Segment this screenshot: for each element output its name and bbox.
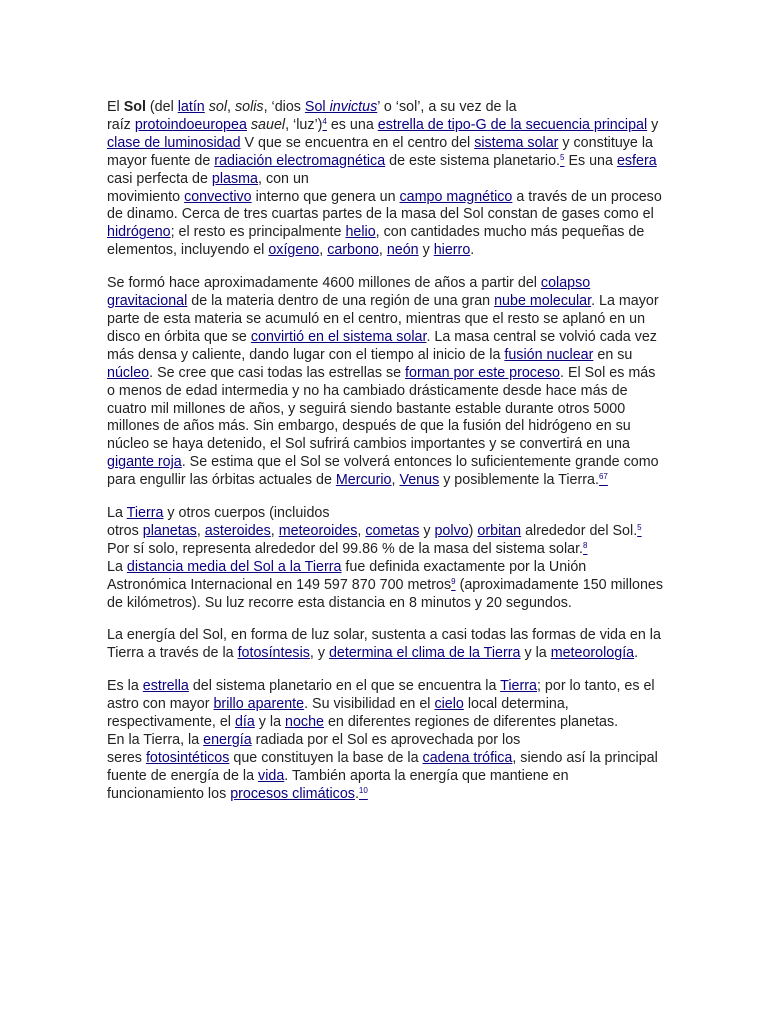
wiki-link[interactable]: carbono [327,242,379,259]
footnote-link[interactable]: 5 [637,522,642,532]
text-run: , [196,522,205,539]
wiki-link[interactable]: meteorología [550,645,635,662]
text-run: . Su visibilidad en el [304,696,435,713]
text-run: V que se encuentra en el centro del [240,134,475,151]
text-run: seres [107,749,146,766]
paragraph [107,275,667,490]
wiki-link[interactable]: hidrógeno [107,224,171,241]
wiki-link[interactable]: núcleo [107,364,150,381]
text-run: . [470,242,475,259]
wiki-link[interactable]: invictus [329,99,378,115]
wiki-link[interactable]: orbitan [477,522,522,539]
wiki-link[interactable]: meteoroides [278,522,358,539]
text-run: . También aporta la energía que mantiene en funcionamiento los [107,767,569,802]
text-run: y otros cuerpos (incluidos [163,505,330,522]
wiki-link[interactable]: determina el clima de la Tierra [328,645,521,662]
text-run: Es la [107,678,143,695]
text-run: ) [468,522,478,539]
text-run: , ‘dios [263,99,305,115]
footnote-link[interactable]: 10 [358,785,368,795]
wiki-link[interactable]: planetas [142,522,197,539]
wiki-link[interactable]: clase de luminosidad [107,134,241,151]
text-run: Se formó hace aproximadamente 4600 millones de años a partir del [107,275,541,292]
text-run: La [107,558,127,575]
text-run: , [378,242,387,259]
text-run: , [357,522,366,539]
text-run: alrededor del Sol. [521,522,638,539]
text-run: , con cantidades mucho más pequeñas de elementos, incluyendo el [107,224,645,259]
wiki-link[interactable]: radiación electromagnética [214,152,386,169]
wiki-link[interactable]: Sol [304,99,330,115]
text-run: (aproximadamente 150 millones de kilómetros). Su luz recorre esta distancia en 8 minutos y 20 segundos. [107,576,664,611]
text-run: Es una [564,152,617,169]
wiki-link[interactable]: Venus [399,472,440,489]
wiki-link[interactable]: neón [386,242,419,259]
text-run: movimiento [107,188,185,205]
text-run: , [227,99,235,115]
wiki-link[interactable]: forman por este proceso [405,364,560,381]
text-run: solis [234,99,264,115]
wiki-link[interactable]: procesos climáticos [230,785,355,802]
wiki-link[interactable]: esfera [616,152,657,169]
wiki-link[interactable]: sistema solar [474,134,559,151]
text-run: fue definida exactamente por la Unión Astronómica Internacional en 149 597 870 700 metros [107,558,587,593]
wiki-link[interactable]: día [234,714,255,731]
wiki-link[interactable]: energía [203,732,252,748]
text-run: En la Tierra, la [107,732,204,748]
wiki-link[interactable]: polvo [434,522,469,539]
wiki-link[interactable]: helio [345,224,376,241]
text-run: . El Sol es más o menos de edad intermedia y no ha cambiado drásticamente desde hace más de cuatro mil millones de años, y seguirá siendo bastante estable durante otros 5000 millones de años más. Sin embargo, después de que la fusión del hidrógeno en su núcleo se haya detenido, el Sol sufrirá cambios importantes y se convertirá en una [107,364,656,453]
bold-text: Sol [123,99,146,115]
footnote-link[interactable]: 5 [560,152,565,162]
text-run: , [319,242,328,259]
wiki-link[interactable]: brillo aparente [213,696,305,713]
text-run: Por sí solo, representa alrededor del 99.86 % de la masa del sistema solar. [107,540,584,557]
wiki-link[interactable]: fusión nuclear [504,346,594,363]
text-run: casi perfecta de [107,170,212,187]
paragraph [107,505,667,612]
wiki-link[interactable]: cielo [434,696,464,713]
footnote-link[interactable]: 4 [322,116,327,126]
article-body [107,99,667,819]
text-run: . Se estima que el Sol se volverá entonces lo suficientemente grande como para engullir las órbitas actuales de [107,454,659,489]
text-run: . [634,645,639,662]
wiki-link[interactable]: Tierra [126,505,164,522]
text-run: radiada por el Sol es aprovechada por los [251,732,521,748]
text-run: , con un [258,170,309,187]
text-run: y [419,522,435,539]
text-run: local determina, respectivamente, el [107,696,569,731]
text-run: de este sistema planetario. [385,152,561,169]
paragraph [107,678,667,803]
wiki-link[interactable]: hierro [433,242,471,259]
text-run: en diferentes regiones de diferentes planetas. [324,714,619,731]
text-run: ’ o ‘sol’, a su vez de la [377,99,517,115]
wiki-link[interactable]: distancia media del Sol a la Tierra [126,558,342,575]
text-run: otros [107,522,143,539]
wiki-link[interactable]: cadena trófica [422,749,513,766]
text-run: , siendo así la principal fuente de energía de la [107,749,658,784]
footnote-link[interactable]: 67 [598,472,608,482]
text-run: y constituye la mayor fuente de [107,134,653,169]
text-run: . La mayor parte de esta materia se acumuló en el centro, mientras que el resto se aplanó en un disco en órbita que se [107,293,659,345]
text-run: es una [326,116,378,133]
text-run: y la [520,645,551,662]
text-run: que constituyen la base de la [229,749,423,766]
text-run: ; por lo tanto, es el astro con mayor [107,678,655,713]
text-run: raíz [107,116,135,133]
text-run: El [107,99,124,115]
text-run: y [647,116,659,133]
footnote-link[interactable]: 9 [451,576,456,586]
text-run: (del [145,99,178,115]
text-run: a través de un proceso de dinamo. Cerca de tres cuartas partes de la masa del Sol constan de gases como el [107,188,662,223]
text-run: del sistema planetario en el que se encuentra la [188,678,501,695]
text-run: ; el resto es principalmente [170,224,346,241]
text-run: , [391,472,400,489]
text-run: y la [254,714,286,731]
wiki-link[interactable]: asteroides [204,522,271,539]
wiki-link[interactable]: convectivo [184,188,252,205]
wiki-link[interactable]: vida [258,767,285,784]
paragraph [107,99,667,260]
wiki-link[interactable]: nube molecular [494,293,592,310]
wiki-link[interactable]: protoindoeuropea [134,116,247,133]
wiki-link[interactable]: estrella [142,678,189,695]
text-run: y posiblemente la Tierra. [439,472,599,489]
wiki-link[interactable]: noche [285,714,324,731]
text-run: sol [208,99,228,115]
wiki-link[interactable]: latín [177,99,205,115]
wiki-link[interactable]: estrella de tipo-G de la secuencia principal [377,116,648,133]
footnote-link[interactable]: 8 [583,540,588,550]
wiki-link[interactable]: gigante roja [107,454,182,471]
text-run: en su [593,346,633,363]
text-run: . La masa central se volvió cada vez más densa y caliente, dando lugar con el tiempo al inicio de la [107,328,657,363]
paragraph [107,627,667,663]
text-run: y [418,242,434,259]
text-run: . [354,785,359,802]
wiki-link[interactable]: fotosíntesis [237,645,310,662]
text-run: La energía del Sol, en forma de luz solar, sustenta a casi todas las formas de vida en la Tierra a través de la [107,627,661,662]
text-run: interno que genera un [251,188,400,205]
wiki-link[interactable]: Mercurio [335,472,392,489]
text-run: , ‘luz’) [285,116,323,133]
wiki-link[interactable]: plasma [211,170,258,187]
wiki-link[interactable]: Tierra [500,678,537,695]
text-run: de la materia dentro de una región de una gran [187,293,495,310]
text-run: sauel [250,116,286,133]
text-run: , y [309,645,329,662]
wiki-link[interactable]: oxígeno [268,242,320,259]
text-run: La [107,505,127,522]
text-run: . Se cree que casi todas las estrellas se [149,364,406,381]
text-run: , [270,522,279,539]
wiki-link[interactable]: convirtió en el sistema solar [250,328,427,345]
wiki-link[interactable]: cometas [365,522,420,539]
wiki-link[interactable]: fotosintéticos [145,749,230,766]
wiki-link[interactable]: campo magnético [399,188,513,205]
wiki-link[interactable]: colapso gravitacional [107,275,591,310]
